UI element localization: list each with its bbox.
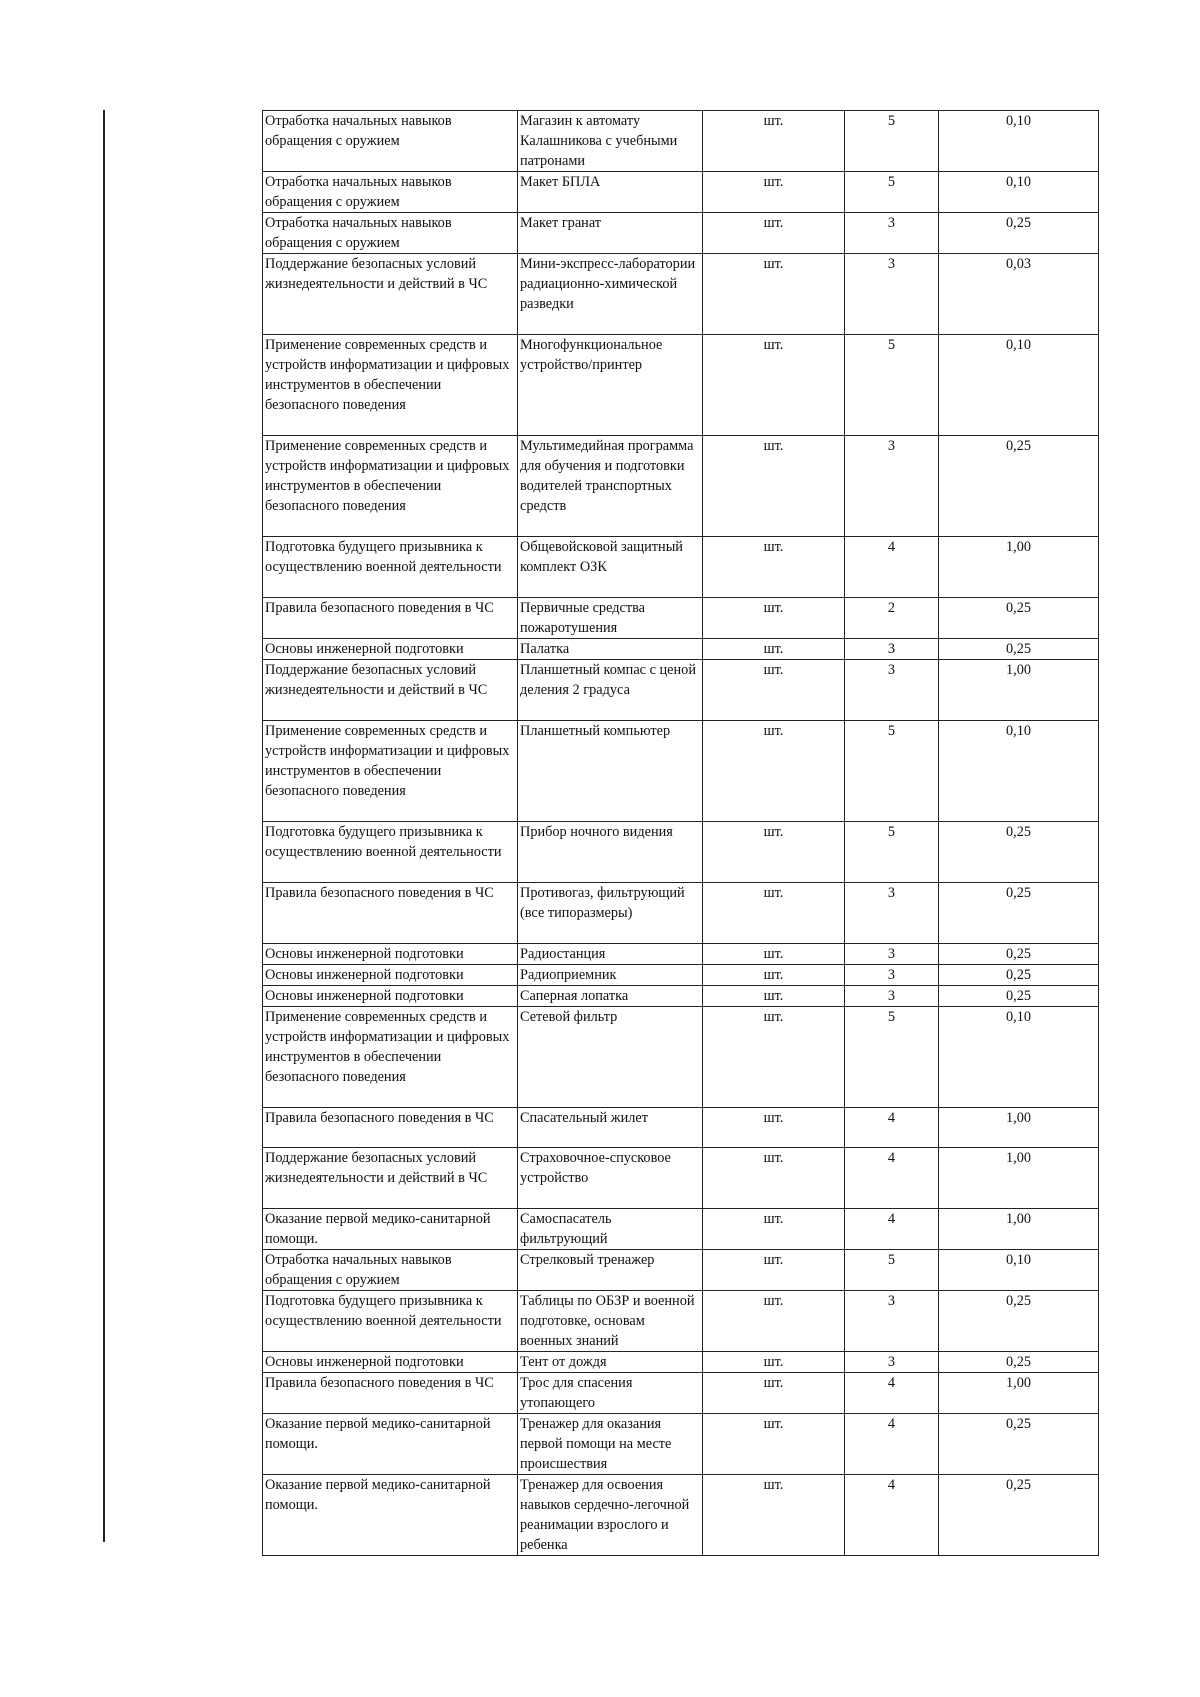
row-unit-cell: шт. [703, 1007, 845, 1108]
table-row [263, 1250, 1099, 1291]
row-coefficient-cell: 1,00 [939, 1209, 1099, 1250]
row-coefficient-cell: 0,10 [939, 721, 1099, 822]
row-unit-cell: шт. [703, 822, 845, 883]
row-item-cell: Самоспасатель фильтрующий [518, 1209, 703, 1250]
table-row [263, 660, 1099, 721]
row-coefficient-cell: 1,00 [939, 1373, 1099, 1414]
table-row [263, 254, 1099, 335]
row-unit-cell: шт. [703, 537, 845, 598]
row-quantity-cell: 5 [845, 111, 939, 172]
row-coefficient-cell: 1,00 [939, 660, 1099, 721]
row-topic-cell: Отработка начальных навыков обращения с оружием [263, 213, 518, 254]
row-quantity-cell: 3 [845, 436, 939, 537]
row-item-cell: Тент от дождя [518, 1352, 703, 1373]
row-topic-cell: Подготовка будущего призывника к осуществлению военной деятельности [263, 537, 518, 598]
row-item-cell: Макет гранат [518, 213, 703, 254]
row-quantity-cell: 3 [845, 639, 939, 660]
row-coefficient-cell: 0,10 [939, 111, 1099, 172]
row-coefficient-cell: 1,00 [939, 1148, 1099, 1209]
row-unit-cell: шт. [703, 639, 845, 660]
row-topic-cell: Применение современных средств и устройств информатизации и цифровых инструментов в обеспечении безопасного поведения [263, 335, 518, 436]
row-item-cell: Радиоприемник [518, 965, 703, 986]
row-quantity-cell: 4 [845, 1373, 939, 1414]
row-topic-cell: Подготовка будущего призывника к осуществлению военной деятельности [263, 1291, 518, 1352]
row-quantity-cell: 3 [845, 986, 939, 1007]
row-topic-cell: Правила безопасного поведения в ЧС [263, 1373, 518, 1414]
row-quantity-cell: 3 [845, 944, 939, 965]
table-row [263, 1291, 1099, 1352]
row-unit-cell: шт. [703, 660, 845, 721]
row-item-cell: Прибор ночного видения [518, 822, 703, 883]
row-item-cell: Стрелковый тренажер [518, 1250, 703, 1291]
row-unit-cell: шт. [703, 436, 845, 537]
row-item-cell: Магазин к автомату Калашникова с учебными патронами [518, 111, 703, 172]
row-topic-cell: Основы инженерной подготовки [263, 986, 518, 1007]
row-item-cell: Радиостанция [518, 944, 703, 965]
row-coefficient-cell: 1,00 [939, 1108, 1099, 1148]
row-coefficient-cell: 0,25 [939, 1291, 1099, 1352]
page-margin-rule [103, 110, 105, 1542]
row-quantity-cell: 3 [845, 213, 939, 254]
row-unit-cell: шт. [703, 1414, 845, 1475]
row-coefficient-cell: 0,25 [939, 1414, 1099, 1475]
row-coefficient-cell: 0,25 [939, 598, 1099, 639]
row-quantity-cell: 3 [845, 660, 939, 721]
row-item-cell: Первичные средства пожаротушения [518, 598, 703, 639]
row-unit-cell: шт. [703, 1291, 845, 1352]
table-row [263, 944, 1099, 965]
row-topic-cell: Основы инженерной подготовки [263, 639, 518, 660]
row-coefficient-cell: 0,25 [939, 883, 1099, 944]
row-coefficient-cell: 0,10 [939, 1250, 1099, 1291]
row-item-cell: Саперная лопатка [518, 986, 703, 1007]
table-row [263, 1108, 1099, 1148]
row-quantity-cell: 4 [845, 1209, 939, 1250]
row-unit-cell: шт. [703, 1209, 845, 1250]
row-unit-cell: шт. [703, 213, 845, 254]
row-topic-cell: Правила безопасного поведения в ЧС [263, 883, 518, 944]
row-quantity-cell: 3 [845, 883, 939, 944]
row-coefficient-cell: 0,10 [939, 335, 1099, 436]
row-item-cell: Планшетный компьютер [518, 721, 703, 822]
row-unit-cell: шт. [703, 965, 845, 986]
row-topic-cell: Основы инженерной подготовки [263, 965, 518, 986]
row-coefficient-cell: 0,25 [939, 1352, 1099, 1373]
row-coefficient-cell: 0,10 [939, 1007, 1099, 1108]
row-unit-cell: шт. [703, 598, 845, 639]
row-item-cell: Страховочное-спусковое устройство [518, 1148, 703, 1209]
row-coefficient-cell: 0,25 [939, 986, 1099, 1007]
row-topic-cell: Поддержание безопасных условий жизнедеятельности и действий в ЧС [263, 254, 518, 335]
table-row [263, 537, 1099, 598]
row-quantity-cell: 5 [845, 172, 939, 213]
row-topic-cell: Отработка начальных навыков обращения с оружием [263, 111, 518, 172]
table-row [263, 1414, 1099, 1475]
table-row [263, 172, 1099, 213]
row-topic-cell: Основы инженерной подготовки [263, 1352, 518, 1373]
row-item-cell: Мини-экспресс-лаборатории радиационно-химической разведки [518, 254, 703, 335]
table-row [263, 986, 1099, 1007]
row-quantity-cell: 5 [845, 335, 939, 436]
row-coefficient-cell: 0,25 [939, 965, 1099, 986]
row-topic-cell: Оказание первой медико-санитарной помощи. [263, 1475, 518, 1556]
row-quantity-cell: 4 [845, 1108, 939, 1148]
row-topic-cell: Отработка начальных навыков обращения с оружием [263, 172, 518, 213]
row-quantity-cell: 4 [845, 1148, 939, 1209]
table-row [263, 639, 1099, 660]
table-row [263, 965, 1099, 986]
table-row [263, 1352, 1099, 1373]
table-row [263, 1373, 1099, 1414]
row-quantity-cell: 3 [845, 1291, 939, 1352]
row-unit-cell: шт. [703, 111, 845, 172]
table-row [263, 1209, 1099, 1250]
row-item-cell: Мультимедийная программа для обучения и подготовки водителей транспортных средств [518, 436, 703, 537]
row-quantity-cell: 3 [845, 1352, 939, 1373]
row-item-cell: Спасательный жилет [518, 1108, 703, 1148]
row-topic-cell: Оказание первой медико-санитарной помощи. [263, 1414, 518, 1475]
row-unit-cell: шт. [703, 1475, 845, 1556]
table-row [263, 721, 1099, 822]
row-unit-cell: шт. [703, 1352, 845, 1373]
table-row [263, 111, 1099, 172]
row-quantity-cell: 3 [845, 254, 939, 335]
row-topic-cell: Применение современных средств и устройств информатизации и цифровых инструментов в обеспечении безопасного поведения [263, 1007, 518, 1108]
row-unit-cell: шт. [703, 335, 845, 436]
row-unit-cell: шт. [703, 254, 845, 335]
row-unit-cell: шт. [703, 1108, 845, 1148]
row-quantity-cell: 4 [845, 1475, 939, 1556]
row-item-cell: Общевойсковой защитный комплект ОЗК [518, 537, 703, 598]
row-item-cell: Палатка [518, 639, 703, 660]
table-row [263, 1148, 1099, 1209]
row-item-cell: Планшетный компас с ценой деления 2 градуса [518, 660, 703, 721]
row-topic-cell: Основы инженерной подготовки [263, 944, 518, 965]
row-quantity-cell: 2 [845, 598, 939, 639]
table-row [263, 598, 1099, 639]
row-topic-cell: Применение современных средств и устройств информатизации и цифровых инструментов в обеспечении безопасного поведения [263, 436, 518, 537]
row-coefficient-cell: 0,25 [939, 639, 1099, 660]
row-item-cell: Макет БПЛА [518, 172, 703, 213]
row-item-cell: Многофункциональное устройство/принтер [518, 335, 703, 436]
table-row [263, 335, 1099, 436]
row-unit-cell: шт. [703, 883, 845, 944]
row-quantity-cell: 5 [845, 822, 939, 883]
row-quantity-cell: 5 [845, 1250, 939, 1291]
row-coefficient-cell: 0,25 [939, 822, 1099, 883]
row-unit-cell: шт. [703, 1250, 845, 1291]
row-topic-cell: Поддержание безопасных условий жизнедеятельности и действий в ЧС [263, 1148, 518, 1209]
row-coefficient-cell: 0,25 [939, 944, 1099, 965]
row-item-cell: Сетевой фильтр [518, 1007, 703, 1108]
table-row [263, 822, 1099, 883]
row-quantity-cell: 4 [845, 1414, 939, 1475]
row-quantity-cell: 4 [845, 537, 939, 598]
row-coefficient-cell: 0,10 [939, 172, 1099, 213]
row-unit-cell: шт. [703, 944, 845, 965]
row-coefficient-cell: 0,25 [939, 213, 1099, 254]
row-item-cell: Противогаз, фильтрующий (все типоразмеры) [518, 883, 703, 944]
row-unit-cell: шт. [703, 172, 845, 213]
row-quantity-cell: 5 [845, 1007, 939, 1108]
row-topic-cell: Правила безопасного поведения в ЧС [263, 1108, 518, 1148]
row-topic-cell: Правила безопасного поведения в ЧС [263, 598, 518, 639]
row-item-cell: Таблицы по ОБЗР и военной подготовке, основам военных знаний [518, 1291, 703, 1352]
row-topic-cell: Оказание первой медико-санитарной помощи. [263, 1209, 518, 1250]
row-item-cell: Тренажер для освоения навыков сердечно-легочной реанимации взрослого и ребенка [518, 1475, 703, 1556]
row-unit-cell: шт. [703, 1373, 845, 1414]
row-coefficient-cell: 1,00 [939, 537, 1099, 598]
row-topic-cell: Применение современных средств и устройств информатизации и цифровых инструментов в обеспечении безопасного поведения [263, 721, 518, 822]
row-item-cell: Трос для спасения утопающего [518, 1373, 703, 1414]
row-coefficient-cell: 0,25 [939, 1475, 1099, 1556]
row-unit-cell: шт. [703, 721, 845, 822]
row-quantity-cell: 5 [845, 721, 939, 822]
table-row [263, 213, 1099, 254]
row-unit-cell: шт. [703, 1148, 845, 1209]
row-item-cell: Тренажер для оказания первой помощи на месте происшествия [518, 1414, 703, 1475]
table-row [263, 1475, 1099, 1556]
table-row [263, 1007, 1099, 1108]
row-quantity-cell: 3 [845, 965, 939, 986]
equipment-table [262, 110, 1099, 1556]
row-topic-cell: Поддержание безопасных условий жизнедеятельности и действий в ЧС [263, 660, 518, 721]
row-unit-cell: шт. [703, 986, 845, 1007]
row-topic-cell: Отработка начальных навыков обращения с оружием [263, 1250, 518, 1291]
row-topic-cell: Подготовка будущего призывника к осуществлению военной деятельности [263, 822, 518, 883]
table-row [263, 883, 1099, 944]
row-coefficient-cell: 0,03 [939, 254, 1099, 335]
row-coefficient-cell: 0,25 [939, 436, 1099, 537]
table-row [263, 436, 1099, 537]
